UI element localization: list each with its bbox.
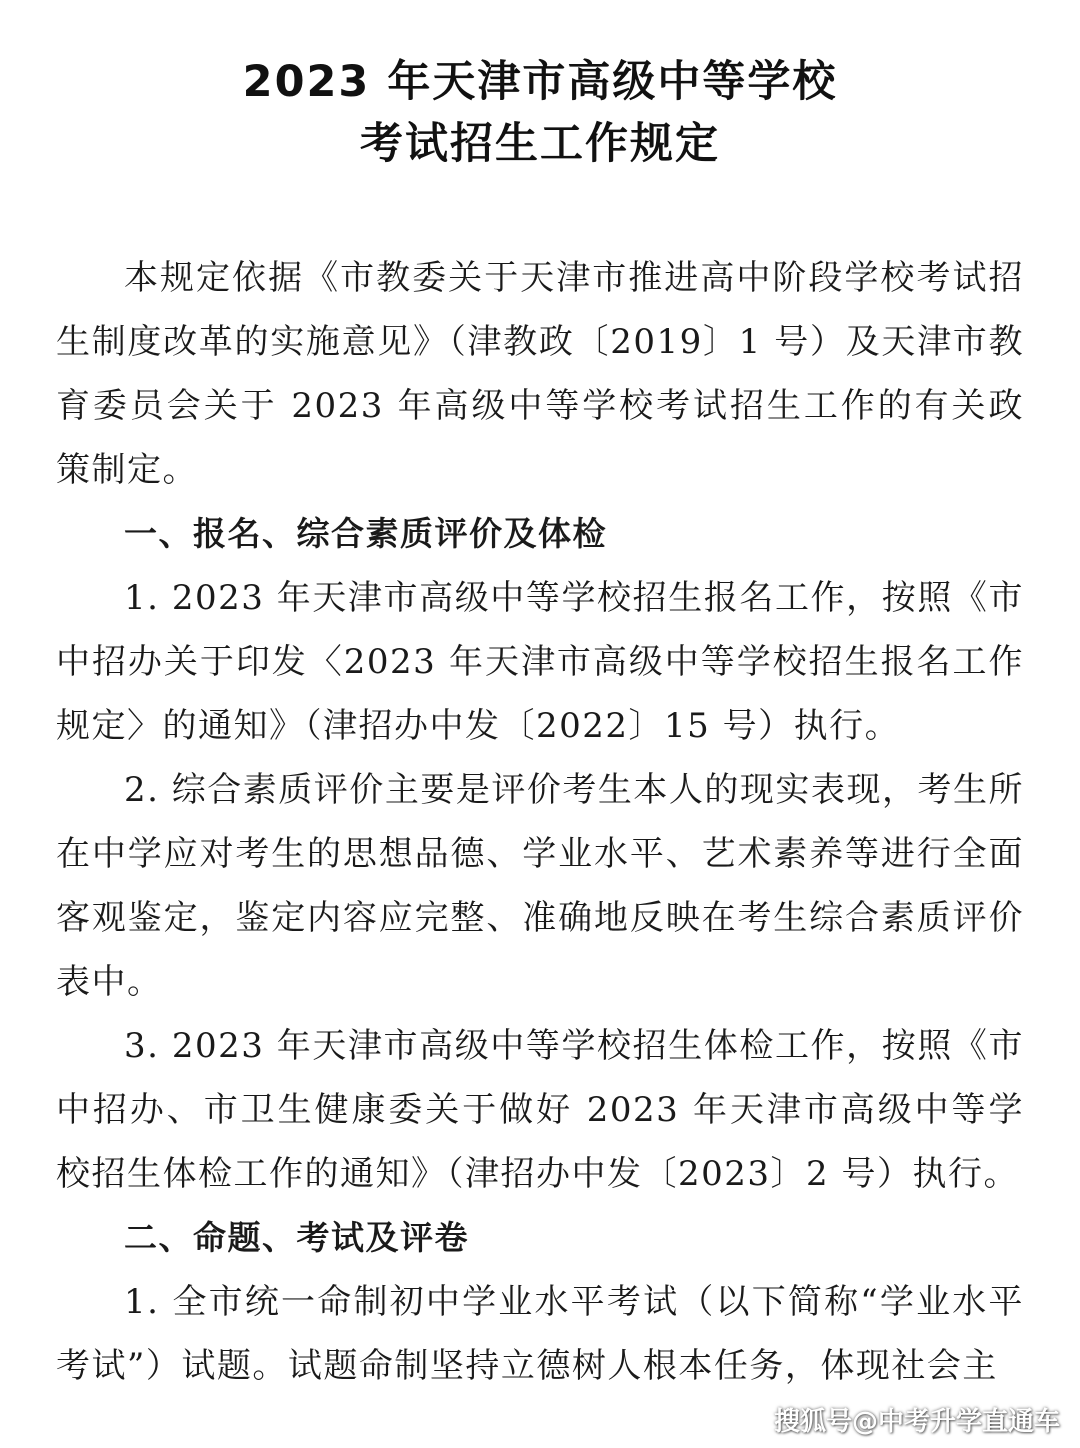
- section-1-item-3: 3. 2023 年天津市高级中等学校招生体检工作，按照《市中招办、市卫生健康委关于做好 2023 年天津市高级中等学校招生体检工作的通知》（津招办中发〔2023〕2 号）执行。: [56, 1026, 1024, 1194]
- section-2-heading: 二、命题、考试及评卷: [124, 1218, 469, 1257]
- document-title: [0, 52, 1080, 174]
- title-line-1: 2023 年天津市高级中等学校: [242, 57, 838, 107]
- source-watermark: 搜狐号@中考升学直通车: [773, 1407, 1060, 1437]
- document-body: [56, 246, 1024, 1398]
- section-2-item-1: 1. 全市统一命制初中学业水平考试（以下简称“学业水平考试”）试题。试题命制坚持立德树人根本任务，体现社会主: [56, 1282, 1024, 1386]
- intro-paragraph: 本规定依据《市教委关于天津市推进高中阶段学校考试招生制度改革的实施意见》（津教政〔2019〕1 号）及天津市教育委员会关于 2023 年高级中等学校考试招生工作的有关政策制定。: [56, 258, 1024, 490]
- section-1-heading: 一、报名、综合素质评价及体检: [124, 514, 607, 553]
- section-1-item-2: 2. 综合素质评价主要是评价考生本人的现实表现，考生所在中学应对考生的思想品德、学业水平、艺术素养等进行全面客观鉴定，鉴定内容应完整、准确地反映在考生综合素质评价表中。: [56, 770, 1024, 1002]
- title-line-2: 考试招生工作规定: [360, 119, 720, 169]
- section-1-item-1: 1. 2023 年天津市高级中等学校招生报名工作，按照《市中招办关于印发〈2023 年天津市高级中等学校招生报名工作规定〉的通知》（津招办中发〔2022〕15 号）执行。: [56, 578, 1024, 746]
